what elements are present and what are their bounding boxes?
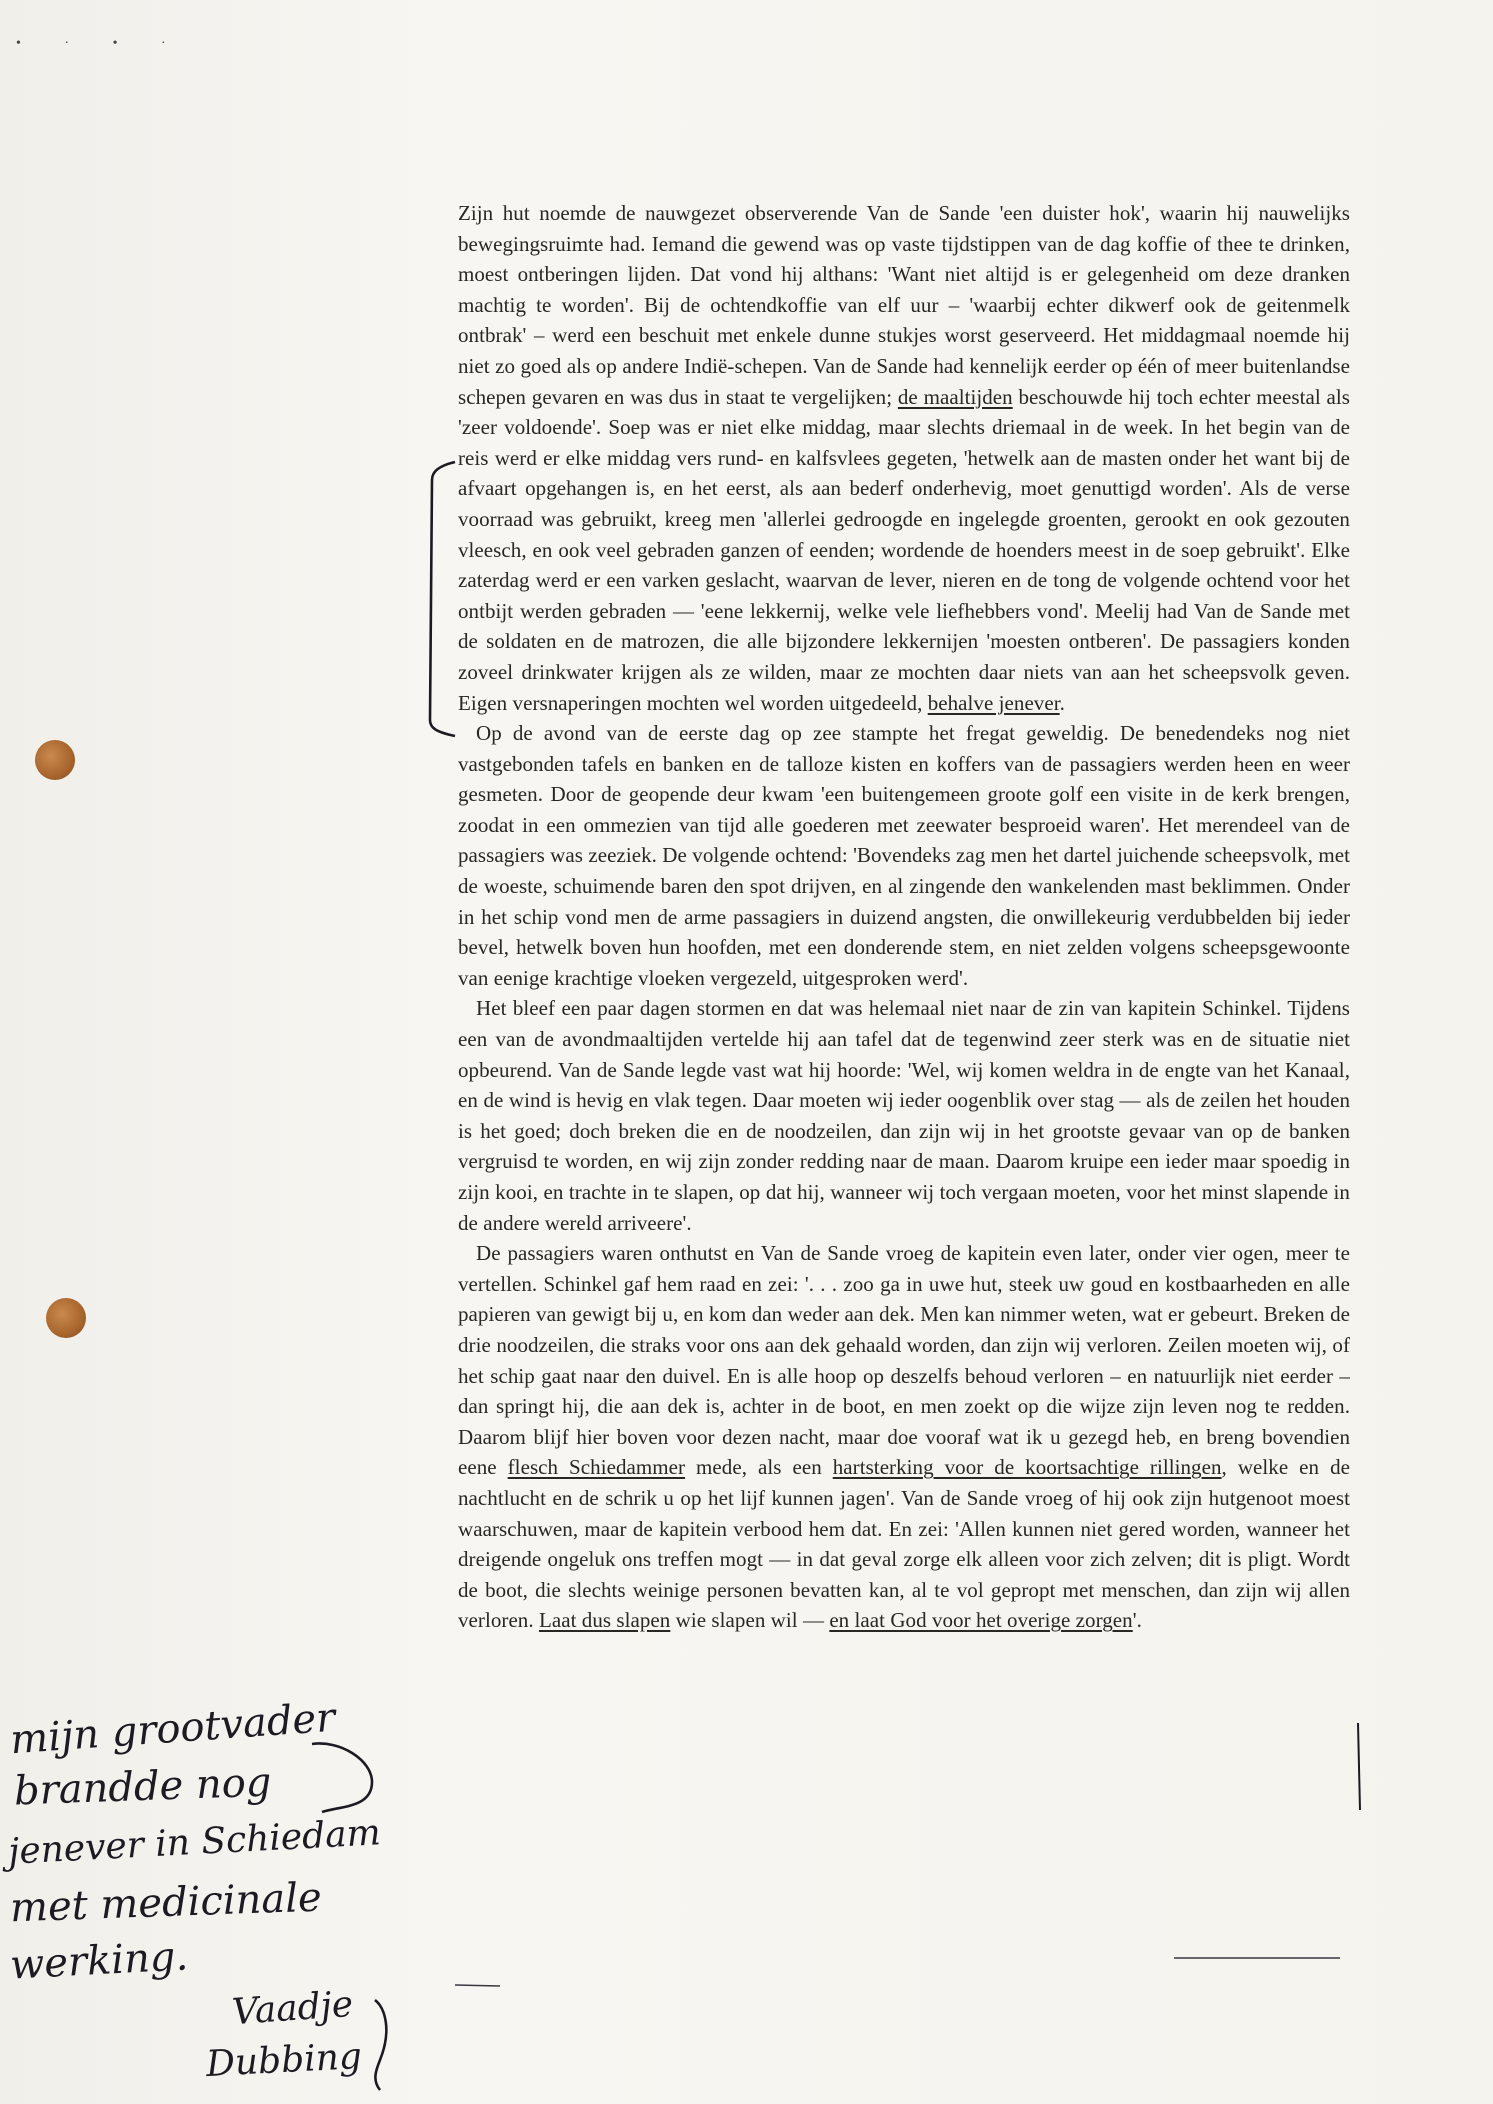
- signature-flourish: [375, 2000, 386, 2090]
- paragraph-3: [458, 993, 1350, 1238]
- underlined-span: en laat God voor het overige zorgen: [829, 1608, 1133, 1633]
- text-span: Op de avond van de eerste dag op zee stampte het fregat geweldig. De benedendeks nog niet vastgebonden tafels en banken en de talloze kisten en koffers van de passagiers werden heen en weer gesmeten. Door de geopende deur kwam 'een buitengemeen groote golf een visite in de kerk brengen, zoodat in een ommezien van tijd alle goederen met zeewater besproeid waren'. Het merendeel van de passagiers was zeeziek. De volgende ochtend: 'Bovendeks zag men het dartel juichende scheepsvolk, met de woeste, schuimende baren den spot drijven, en al zingende den wankelenden mast beklimmen. Onder in het schip vond men de arme passagiers in duizend angsten, die onwillekeurig verdubbelden bij ieder bevel, hetwelk boven hun hoofden, met een donderende stem, en niet zelden volgens scheepsgewoonte van eenige krachtige vloeken vergezeld, uitgesproken werd'.: [458, 721, 1350, 990]
- paragraph-4: [458, 1238, 1350, 1636]
- text-span: .: [1059, 690, 1065, 715]
- text-span: '.: [1132, 1608, 1142, 1633]
- punch-hole-top: [35, 740, 75, 780]
- underlined-span: Laat dus slapen: [538, 1608, 671, 1633]
- note-signature-2: Dubbing: [205, 2035, 363, 2086]
- underlined-span: behalve jenever: [927, 690, 1060, 715]
- text-span: De passagiers waren onthutst en Van de Sande vroeg de kapitein even later, onder vier ogen, meer te vertellen. Schinkel gaf hem raad en zei: '. . . zoo ga in uwe hut, steek uw goud en kostbaarheden en alle papieren van gewigt bij u, en kom dan weder aan dek. Men kan nimmer weten, wat er gebeurt. Breken de drie noodzeilen, die straks voor ons aan dek gehaald worden, dan zijn wij verloren. Zeilen moeten wij, of het schip gaat naar den duivel. En is alle hoop op deszelfs behoud verloren – en natuurlijk niet eerder – dan springt hij, die aan dek is, achter in de boot, en men zoekt op die wijze zijn leven nog te redden. Daarom blijf hier boven voor dezen nacht, maar doe vooraf wat ik u gezegd heb, en breng bovendien eene: [458, 1241, 1350, 1480]
- punch-hole-bottom: [46, 1298, 86, 1338]
- note-line-1: mijn grootvader: [8, 1694, 337, 1764]
- article-body: [458, 198, 1350, 1636]
- underlined-span: de maaltijden: [897, 384, 1013, 409]
- text-span: , welke en de nachtlucht en de schrik u op het lijf kunnen jagen'. Van de Sande vroeg of hij ook zijn hutgenoot moest waarschuwen, maar de kapitein verbood hem dat. En zei: 'Allen kunnen niet gered worden, wanneer het dreigende ongeluk ons treffen mogt — in dat geval zorge elk alleen voor zich zelven; dit is pligt. Wordt de boot, die slechts weinige personen bevatten kan, al te vol gepropt met menschen, dan zijn wij allen verloren.: [458, 1455, 1351, 1633]
- note-line-4: met medicinale: [9, 1874, 323, 1932]
- paragraph-2: [458, 718, 1350, 993]
- top-marks: • · • ·: [16, 36, 186, 51]
- text-span: beschouwde hij toch echter meestal als 'zeer voldoende'. Soep was er niet elke middag, maar slechts driemaal in de week. In het begin van de reis werd er elke middag vers rund- en kalfsvlees gegeten, 'hetwelk aan de masten onder het want bij de afvaart opgehangen is, en het eerst, als aan bederf onderhevig, moet genuttigd worden'. Als de verse voorraad was gebruikt, kreeg men 'allerlei gedroogde en ingelegde groenten, gerookt en ook gezouten vleesch, en ook veel gebraden ganzen of eenden; wordende de hoenders meest in de soep gebruikt'. Elke zaterdag werd er een varken geslacht, waarvan de lever, nieren en de tong de volgende ochtend voor het ontbijt werden gebraden — 'eene lekkernij, welke vele liefhebbers vond'. Meelij had Van de Sande met de soldaten en de matrozen, die alle bijzondere lekkernijen 'moesten ontberen'. De passagiers konden zoveel drinkwater krijgen als ze wilden, maar ze mochten daar niets van aan het scheepsvolk geven. Eigen versnaperingen mochten wel worden uitgedeeld,: [458, 384, 1350, 715]
- note-line-5: werking.: [8, 1933, 190, 1989]
- paragraph-1: [458, 198, 1350, 718]
- note-signature-1: Vaadje: [230, 1983, 355, 2034]
- margin-bar-right: [1358, 1723, 1360, 1810]
- text-span: mede, als een: [685, 1455, 833, 1480]
- text-span: wie slapen wil —: [670, 1608, 830, 1633]
- note-line-2: brandde nog: [13, 1759, 273, 1815]
- underlined-span: flesch Schiedammer: [507, 1455, 686, 1480]
- note-line-3: jenever in Schiedam: [7, 1812, 382, 1873]
- pen-strike: [455, 1985, 500, 1986]
- note-arrow: [312, 1743, 372, 1812]
- underlined-span: hartsterking voor de koortsachtige rillingen: [832, 1455, 1222, 1480]
- margin-bracket: [430, 462, 455, 736]
- text-span: Het bleef een paar dagen stormen en dat was helemaal niet naar de zin van kapitein Schinkel. Tijdens een van de avondmaaltijden vertelde hij aan tafel dat de tegenwind zeer sterk was en de situatie niet opbeurend. Van de Sande legde vast wat hij hoorde: 'Wel, wij komen weldra in de engte van het Kanaal, en de wind is hevig en vlak tegen. Daar moeten wij ieder oogenblik over stag — als de zeilen het houden is het goed; doch breken die en de noodzeilen, dan zijn wij in het grootste gevaar van op de banken vergruisd te worden, en wij zijn zonder redding naar de maan. Daarom kruipe een ieder maar spoedig in zijn kooi, en trachte in te slapen, op dat hij, wanneer wij toch vergaan moeten, voor het minst slapende in de andere wereld arriveere'.: [458, 996, 1350, 1235]
- text-span: Zijn hut noemde de nauwgezet observerende Van de Sande 'een duister hok', waarin hij nauwelijks bewegingsruimte had. Iemand die gewend was op vaste tijdstippen van de dag koffie of thee te drinken, moest ontberingen lijden. Dat vond hij althans: 'Want niet altijd is er gelegenheid om deze dranken machtig te worden'. Bij de ochtendkoffie van elf uur – 'waarbij echter dikwerf ook de geitenmelk ontbrak' – werd een beschuit met enkele dunne stukjes worst geserveerd. Het middagmaal noemde hij niet zo goed als op andere Indië-schepen. Van de Sande had kennelijk eerder op één of meer buitenlandse schepen gevaren en was dus in staat te vergelijken;: [458, 201, 1350, 409]
